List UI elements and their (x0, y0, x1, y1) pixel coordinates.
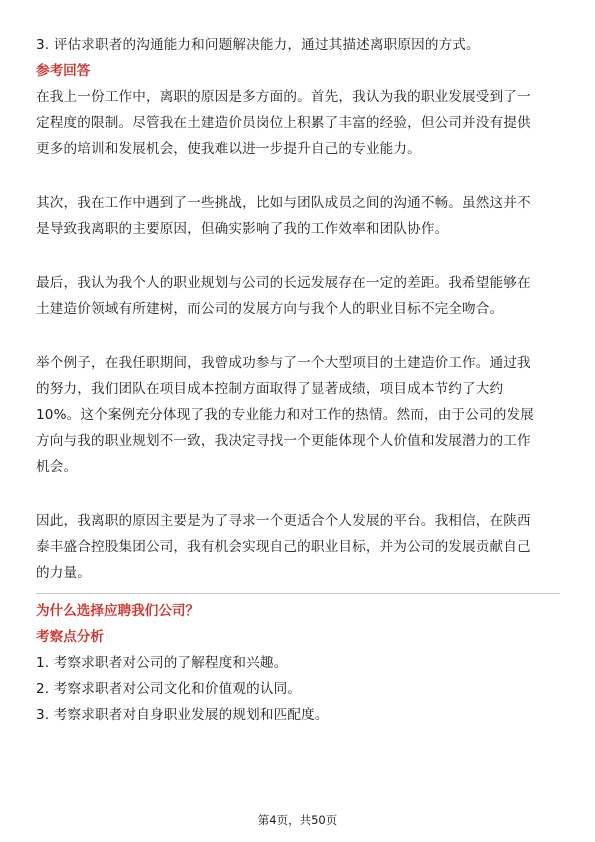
criteria-item-3: 3. 评估求职者的沟通能力和问题解决能力，通过其描述离职原因的方式。 (36, 37, 480, 53)
answer-heading: 参考回答 (36, 63, 91, 79)
text-line: 因此，我离职的原因主要是为了寻求一个更适合个人发展的平台。我相信，在陕西 (36, 513, 531, 529)
text-line: 定程度的限制。尽管我在土建造价员岗位上积累了丰富的经验，但公司并没有提供 (36, 115, 531, 131)
text-line: 机会。 (36, 459, 78, 475)
text-line: 其次，我在工作中遇到了一些挑战，比如与团队成员之间的沟通不畅。虽然这并不 (36, 195, 531, 211)
question-heading: 为什么选择应聘我们公司？ (36, 603, 200, 619)
text-line: 最后，我认为我个人的职业规划与公司的长远发展存在一定的差距。我希望能够在 (36, 275, 531, 291)
text-line: 泰丰盛合控股集团公司，我有机会实现自己的职业目标，并为公司的发展贡献自己 (36, 539, 531, 555)
answer-paragraph-4 (36, 350, 560, 480)
answer-paragraph-1 (36, 84, 560, 162)
text-line: 在我上一份工作中，离职的原因是多方面的。首先，我认为我的职业发展受到了一 (36, 89, 531, 105)
analysis-item-1: 1. 考察求职者对公司的了解程度和兴趣。 (36, 655, 288, 671)
page-number-footer: 第4页，共50页 (257, 813, 338, 827)
answer-paragraph-2 (36, 190, 560, 242)
text-line: 土建造价领域有所建树，而公司的发展方向与我个人的职业目标不完全吻合。 (36, 301, 504, 317)
text-line: 的力量。 (36, 565, 91, 581)
answer-paragraph-3 (36, 270, 560, 322)
text-line: 更多的培训和发展机会，使我难以进一步提升自己的专业能力。 (36, 141, 421, 157)
analysis-item-2: 2. 考察求职者对公司文化和价值观的认同。 (36, 681, 302, 697)
answer-paragraph-5 (36, 508, 560, 586)
text-line: 的努力，我们团队在项目成本控制方面取得了显著成绩，项目成本节约了大约 (36, 381, 504, 397)
text-line: 举个例子，在我任职期间，我曾成功参与了一个大型项目的土建造价工作。通过我 (36, 355, 531, 371)
text-line: 10%。这个案例充分体现了我的专业能力和对工作的热情。然而，由于公司的发展 (36, 407, 534, 423)
text-line: 是导致我离职的主要原因，但确实影响了我的工作效率和团队协作。 (36, 221, 449, 237)
text-line: 方向与我的职业规划不一致，我决定寻找一个更能体现个人价值和发展潜力的工作 (36, 433, 531, 449)
analysis-heading: 考察点分析 (36, 629, 104, 645)
section-divider (36, 593, 560, 594)
analysis-item-3: 3. 考察求职者对自身职业发展的规划和匹配度。 (36, 707, 329, 723)
page-content (36, 32, 560, 728)
